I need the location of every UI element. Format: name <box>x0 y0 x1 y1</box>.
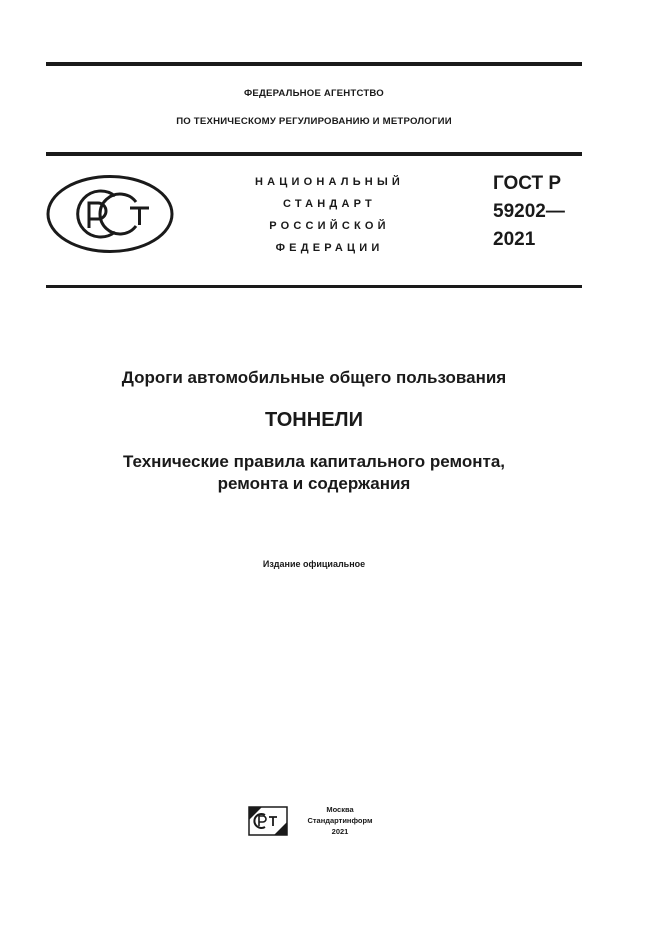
designation-line1: ГОСТ Р <box>493 173 562 194</box>
standard-line3: РОССИЙСКОЙ <box>269 220 390 232</box>
edition-note: Издание официальное <box>262 559 366 569</box>
publisher-imprint <box>300 804 380 837</box>
standard-line1: НАЦИОНАЛЬНЫЙ <box>254 176 405 188</box>
agency-name-line2: ПО ТЕХНИЧЕСКОМУ РЕГУЛИРОВАНИЮ И МЕТРОЛОГИИ <box>176 116 452 127</box>
publisher-name: Стандартинформ <box>307 816 373 825</box>
subtitle-line2: ремонта и содержания <box>217 474 411 493</box>
rst-certification-mark-icon <box>45 174 175 254</box>
standard-line4: ФЕДЕРАЦИИ <box>275 242 384 254</box>
header-bottom-divider <box>46 285 582 288</box>
top-divider <box>46 62 582 66</box>
subtitle-line1: Технические правила капитального ремонта, <box>122 452 506 471</box>
standard-line2: СТАНДАРТ <box>283 198 376 210</box>
document-title: ТОННЕЛИ <box>265 409 363 431</box>
publisher-year: 2021 <box>331 827 349 836</box>
designation-line2: 59202— <box>493 201 565 222</box>
document-subject: Дороги автомобильные общего пользования <box>121 368 507 387</box>
agency-name-line1: ФЕДЕРАЛЬНОЕ АГЕНТСТВО <box>244 88 384 99</box>
standartinform-logo-icon <box>248 806 288 836</box>
header-divider <box>46 152 582 156</box>
designation-line3: 2021 <box>493 229 536 250</box>
national-standard-label <box>232 171 427 259</box>
document-subtitle <box>46 451 582 495</box>
standard-designation <box>493 170 565 254</box>
publisher-city: Москва <box>326 805 354 814</box>
